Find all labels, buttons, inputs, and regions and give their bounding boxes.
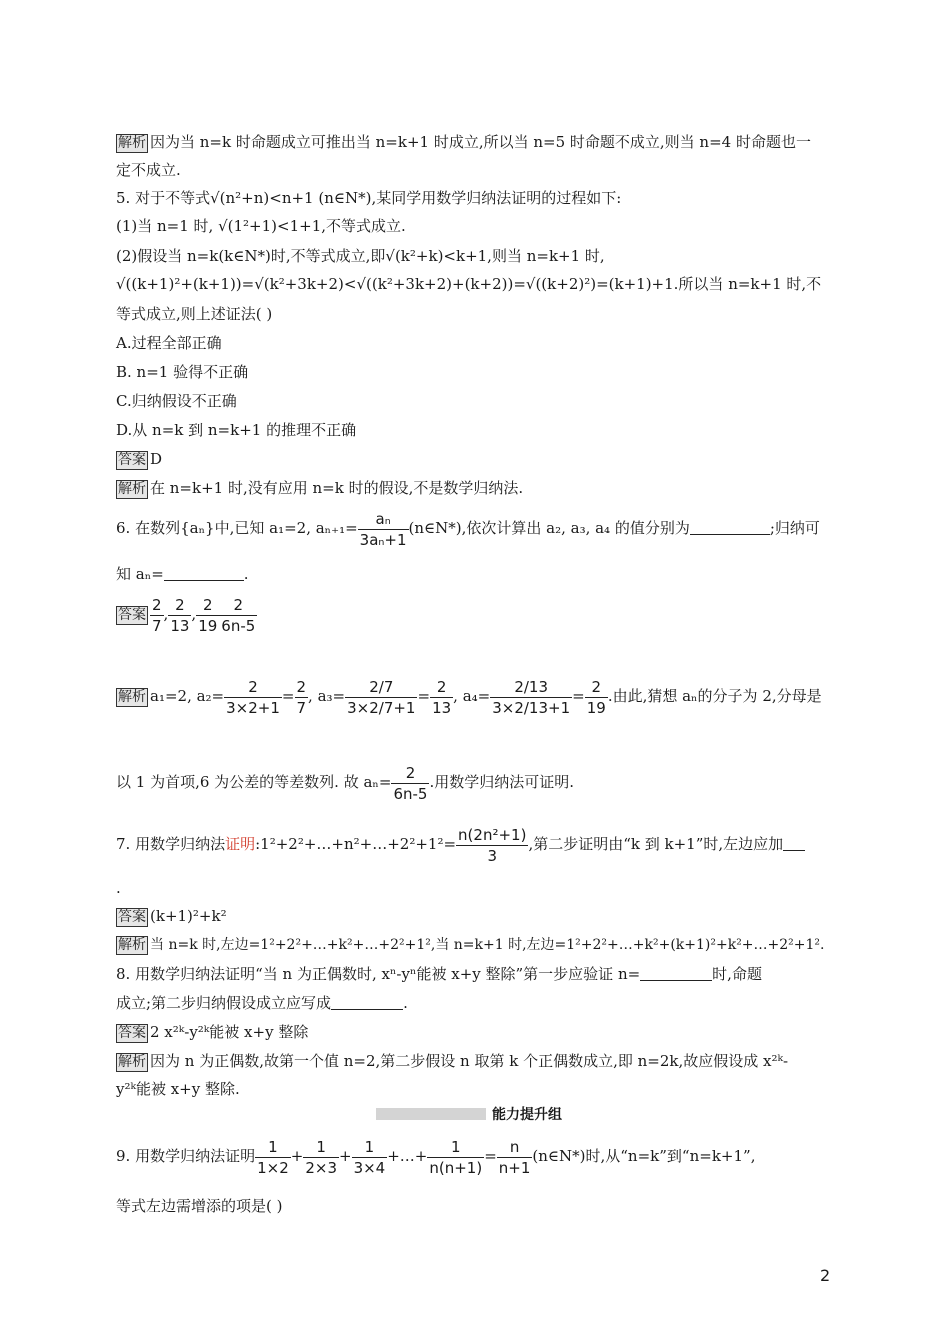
q6-stem-c: ;归纳可 (769, 519, 820, 537)
q5-analysis-text: 在 n=k+1 时,没有应用 n=k 时的假设,不是数学归纳法. (150, 479, 524, 497)
q6-analysis-d: .由此,猜想 aₙ的分子为 2,分母是 (607, 687, 822, 705)
q8-stem-b: 时,命题 (712, 965, 762, 983)
q5-answer (116, 449, 836, 470)
q5-step1: (1)当 n=1 时, √(1²+1)<1+1,不等式成立. (116, 217, 406, 235)
q6-analysis-g: .用数学归纳法可证明. (429, 773, 575, 791)
q6-analysis-frac-2: $\frac{2}{7}$ (296, 677, 307, 717)
q6-blank-2[interactable] (164, 566, 244, 581)
q6-analysis-frac-4: $\frac{2}{13}$ (432, 677, 452, 717)
q6-analysis-frac-6: $\frac{2}{19}$ (586, 677, 606, 717)
q6-analysis-frac-3: $\frac{2/7}{3\times 2/7+1}$ (347, 677, 416, 717)
q6-answer-frac-4: $\frac{2}{6n-5}$ (221, 595, 256, 635)
page-number: 2 (820, 1266, 831, 1285)
q6-answer: 答案 $\frac{2}{7}$ , $\frac{2}{13}$ , $\frac{2}{19}$ $\frac{2}{6n-5}$ (118, 595, 256, 635)
analysis-tag: 解析 (118, 135, 146, 151)
q7-blank[interactable] (783, 836, 805, 851)
analysis-tag: 解析 (118, 937, 146, 953)
q9-frac-5: $\frac{n}{n+1}$ (498, 1137, 531, 1177)
q8-stem-line1 (116, 964, 836, 984)
q6-stem-b: (n∈N*),依次计算出 a₂, a₃, a₄ 的值分别为 (408, 519, 690, 537)
answer-tag: 答案 (118, 607, 146, 623)
q9-frac-4: $\frac{1}{n(n+1)}$ (429, 1137, 483, 1177)
q6-recurrence-fraction: $\frac{\text{aₙ}}{\text{3aₙ+1}}$ (359, 509, 407, 549)
q6-analysis-frac-1: $\frac{2}{3\times 2+1}$ (226, 677, 280, 717)
q8-stem-a: 8. 用数学归纳法证明“当 n 为正偶数时, xⁿ-yⁿ能被 x+y 整除”第一步应验证 n= (116, 965, 641, 983)
analysis-tag: 解析 (118, 1054, 146, 1070)
q5-option-b: B. n=1 验得不正确 (116, 363, 249, 381)
q5-step2: (2)假设当 n=k(k∈N*)时,不等式成立,即√(k²+k)<k+1,则当 n=k+1 时, (116, 247, 605, 265)
q7-stem (116, 822, 836, 866)
q4-analysis-line1 (116, 132, 836, 153)
q6-blank-1[interactable] (690, 520, 770, 535)
q9-frac-1: $\frac{1}{1\times 2}$ (257, 1137, 289, 1177)
q7-stem-highlight: 证明 (225, 835, 256, 853)
q5-step2c: 等式成立,则上述证法( ) (116, 305, 273, 323)
q5-step2b: √((k+1)²+(k+1))=√(k²+3k+2)<√((k²+3k+2)+(k+2))=√((k+2)²)=(k+1)+1.所以当 n=k+1 时,不 (116, 275, 822, 293)
q6-stem-d: 知 aₙ= (116, 565, 164, 583)
q8-answer-value: 2 x²ᵏ-y²ᵏ能被 x+y 整除 (150, 1023, 309, 1041)
q8-analysis-line2: y²ᵏ能被 x+y 整除. (116, 1080, 240, 1098)
q6-analysis-eq: = (281, 687, 295, 705)
q5-stem: 5. 对于不等式√(n²+n)<n+1 (n∈N*),某同学用数学归纳法证明的过程如下: (116, 189, 622, 207)
q6-answer-frac-3: $\frac{2}{19}$ (198, 595, 218, 635)
q6-stem-e: . (243, 565, 249, 583)
q5-analysis (116, 478, 836, 499)
section-header (376, 1104, 576, 1124)
q4-analysis-line2: 定不成立. (116, 161, 181, 179)
q5-answer-value: D (150, 450, 163, 468)
q6-answer-frac-1: $\frac{2}{7}$ (152, 595, 162, 635)
q6-analysis-line1: 解析 a₁=2, a₂= $\frac{2}{3\times 2+1}$ = $\frac{2}{7}$ , a₃= $\frac{2/7}{3\times 2/7+1}$ = $\frac{2}{13}$ , a₄= $\frac{2/13}{3\times 2/13+1}$ = $\frac{2}{19}$ .由此,猜想 aₙ的分子为 2,分母是 (118, 677, 822, 717)
q5-option-c: C.归纳假设不正确 (116, 392, 237, 410)
q8-analysis-text: 因为 n 为正偶数,故第一个值 n=2,第二步假设 n 取第 k 个正偶数成立,即 n=2k,故应假设成 x²ᵏ- (150, 1052, 789, 1070)
q9-eq: = (484, 1147, 497, 1165)
q9-stem-a: 9. 用数学归纳法证明 (116, 1147, 256, 1165)
q7-stem-a: 7. 用数学归纳法 (116, 835, 226, 853)
q6-analysis-c: , a₄= (453, 687, 491, 705)
section-title: 能力提升组 (492, 1107, 562, 1123)
q9-frac-3: $\frac{1}{3\times 4}$ (353, 1137, 386, 1177)
q6-analysis-frac-7: $\frac{2}{6n-5}$ (393, 763, 428, 803)
q8-answer (116, 1022, 836, 1043)
answer-tag: 答案 (118, 452, 146, 468)
q7-stem-end: . (116, 879, 121, 897)
q5-option-d: D.从 n=k 到 n=k+1 的推理不正确 (116, 421, 357, 439)
q9-mid: +…+ (387, 1147, 428, 1165)
q6-analysis-e: 以 1 为首项,6 为公差的等差数列. 故 aₙ= (116, 773, 392, 791)
analysis-tag: 解析 (118, 689, 146, 705)
q6-stem-a: 6. 在数列{aₙ}中,已知 a₁=2, aₙ₊₁= (116, 519, 358, 537)
answer-tag: 答案 (118, 909, 146, 925)
q7-analysis (116, 935, 836, 955)
q9-frac-2: $\frac{1}{2\times 3}$ (305, 1137, 337, 1177)
q7-answer (116, 906, 836, 927)
q8-stem-c: 成立;第二步归纳假设成立应写成 (116, 994, 332, 1012)
q6-stem-line2 (116, 564, 836, 584)
q7-stem-c: ,第二步证明由“k 到 k+1”时,左边应加 (528, 835, 784, 853)
q7-analysis-text: 当 n=k 时,左边=1²+2²+…+k²+…+2²+1²,当 n=k+1 时,左边=1²+2²+…+k²+(k+1)²+k²+…+2²+1². (150, 937, 825, 953)
q8-analysis-line1 (116, 1051, 836, 1072)
q6-answer-frac-2: $\frac{2}{13}$ (170, 595, 190, 635)
q6-analysis-a: a₁=2, a₂= (150, 687, 225, 705)
q9-stem-b: (n∈N*)时,从“n=k”到“n=k+1”, (532, 1147, 756, 1165)
q6-stem-line1 (116, 506, 836, 550)
q6-analysis-line2 (116, 760, 836, 804)
answer-tag: 答案 (118, 1025, 146, 1041)
q7-answer-value: (k+1)²+k² (150, 907, 227, 925)
q9-stem: 9. 用数学归纳法证明 $\frac{1}{1\times 2}$ + $\frac{1}{2\times 3}$ + $\frac{1}{3\times 4}$ +…+ $\frac{1}{n(n+1)}$ = $\frac{n}{n+1}$ (n∈N*)时,从“n=k”到“n=k+1”, (116, 1137, 756, 1177)
q5-option-a: A.过程全部正确 (116, 334, 222, 352)
q8-blank-2[interactable] (331, 995, 403, 1010)
q7-fraction: $\frac{\text{n(2n²+1)}}{3}$ (458, 825, 527, 865)
analysis-tag: 解析 (118, 481, 146, 497)
section-bar (376, 1108, 486, 1120)
q6-analysis-b: , a₃= (308, 687, 346, 705)
q7-stem-b: :1²+2²+…+n²+…+2²+1²= (255, 835, 457, 853)
q6-analysis-frac-5: $\frac{2/13}{3\times 2/13+1}$ (492, 677, 571, 717)
q4-analysis-text: 因为当 n=k 时命题成立可推出当 n=k+1 时成立,所以当 n=5 时命题不成立,则当 n=4 时命题也一 (150, 133, 811, 151)
q8-stem-line2 (116, 993, 836, 1013)
q9-stem-line2: 等式左边需增添的项是( ) (116, 1197, 283, 1215)
q8-blank-1[interactable] (640, 966, 712, 981)
q8-stem-d: . (403, 994, 408, 1012)
